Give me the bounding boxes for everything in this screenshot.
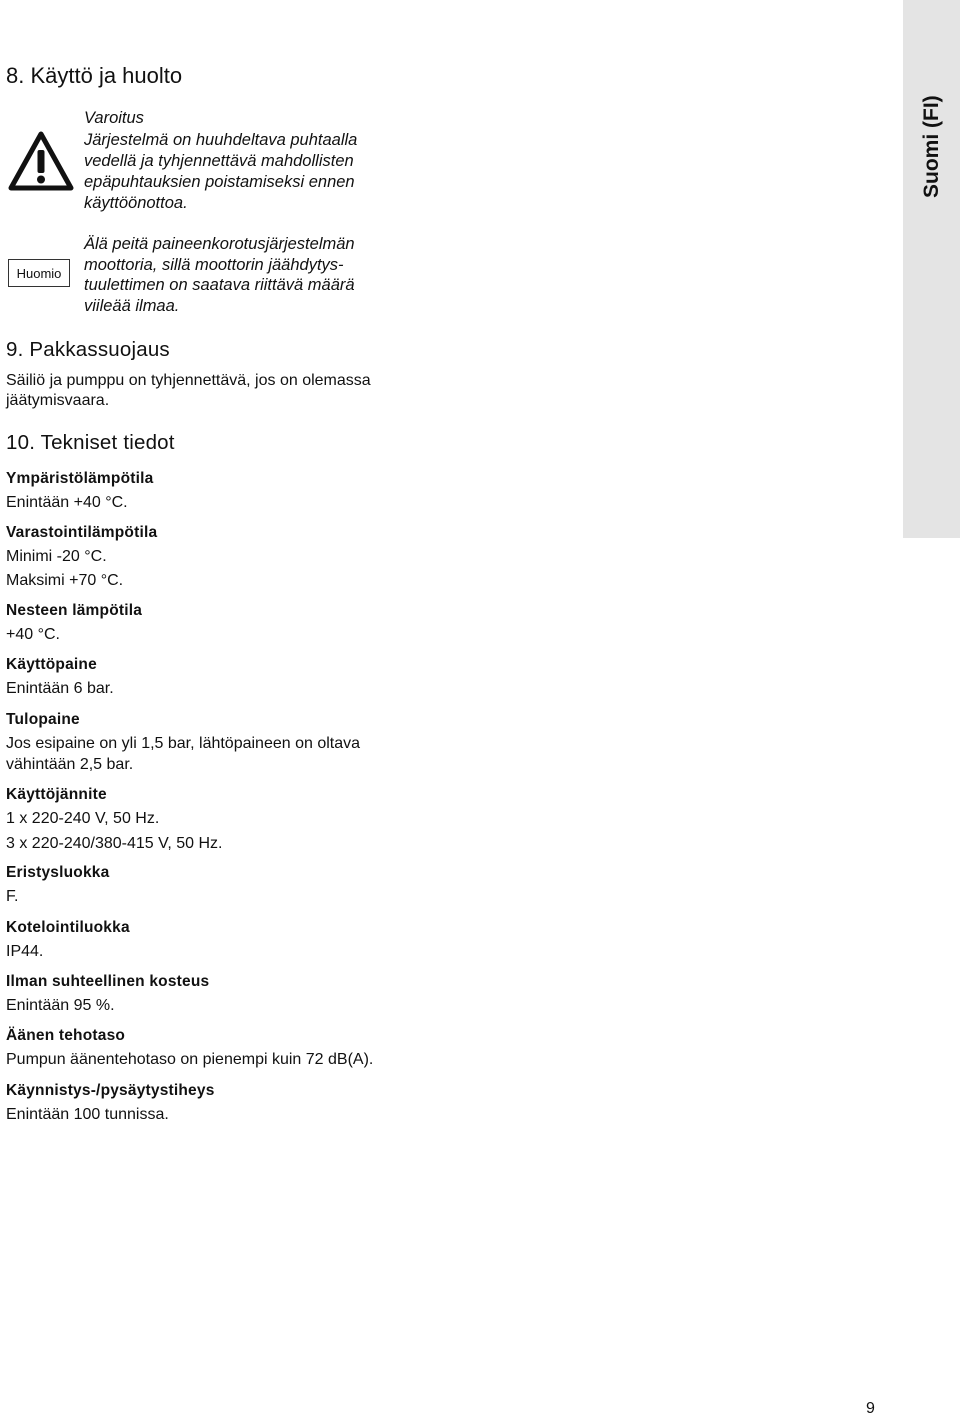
spec-value: Enintään +40 °C.: [6, 494, 128, 511]
section-9-heading: 9. Pakkassuojaus: [6, 338, 170, 361]
spec-value: Jos esipaine on yli 1,5 bar, lähtöpaineen on oltava: [6, 735, 361, 752]
spec-label: Ilman suhteellinen kosteus: [6, 973, 210, 990]
notice-badge: Huomio: [8, 259, 70, 287]
notice-block: [84, 234, 414, 316]
spec-label: Kotelointiluokka: [6, 919, 130, 936]
notice-line: Älä peitä paineenkorotusjärjestelmän: [84, 235, 355, 253]
spec-start-stop-frequency: [6, 1082, 446, 1126]
page-number: 9: [866, 1400, 875, 1417]
spec-operating-pressure: [6, 656, 446, 700]
warning-line: Järjestelmä on huuhdeltava puhtaalla: [84, 131, 358, 149]
spec-value: IP44.: [6, 943, 44, 960]
spec-value: +40 °C.: [6, 626, 60, 643]
spec-value: Enintään 95 %.: [6, 997, 115, 1014]
spec-storage-temperature: [6, 524, 446, 591]
spec-value: Minimi -20 °C.: [6, 548, 107, 565]
warning-triangle-icon: [8, 131, 74, 191]
warning-line: epäpuhtauksien poistamiseksi ennen: [84, 173, 355, 191]
spec-enclosure-class: [6, 919, 446, 963]
spec-ambient-temperature: [6, 470, 446, 514]
spec-sound-power-level: [6, 1027, 446, 1071]
text-line: jäätymisvaara.: [6, 392, 110, 409]
spec-value: Enintään 100 tunnissa.: [6, 1106, 169, 1123]
spec-value: vähintään 2,5 bar.: [6, 755, 134, 773]
language-tab-label: Suomi (FI): [919, 95, 943, 198]
spec-relative-humidity: [6, 973, 446, 1017]
spec-supply-voltage: [6, 786, 446, 854]
warning-block: [84, 108, 357, 214]
notice-line: moottoria, sillä moottorin jäähdytys-: [84, 255, 344, 274]
spec-value: 1 x 220-240 V, 50 Hz.: [6, 810, 160, 827]
section-9-text: [6, 371, 426, 411]
spec-value: Maksimi +70 °C.: [6, 571, 124, 589]
spec-label: Käynnistys-/pysäytystiheys: [6, 1082, 215, 1099]
spec-liquid-temperature: [6, 602, 446, 646]
notice-line: viileää ilmaa.: [84, 296, 180, 315]
spec-label: Varastointilämpötila: [6, 524, 158, 541]
spec-label: Käyttöjännite: [6, 786, 107, 803]
spec-label: Äänen tehotaso: [6, 1027, 126, 1044]
spec-label: Tulopaine: [6, 711, 80, 728]
spec-label: Nesteen lämpötila: [6, 602, 143, 619]
spec-label: Eristysluokka: [6, 864, 110, 881]
text-line: Säiliö ja pumppu on tyhjennettävä, jos on olemassa: [6, 372, 371, 389]
notice-line: tuulettimen on saatava riittävä määrä: [84, 276, 355, 294]
warning-line: vedellä ja tyhjennettävä mahdollisten: [84, 152, 354, 170]
language-tab: [903, 0, 960, 538]
spec-label: Käyttöpaine: [6, 656, 97, 673]
warning-line: käyttöönottoa.: [84, 194, 188, 212]
section-8-heading: 8. Käyttö ja huolto: [6, 63, 183, 88]
section-10-heading: 10. Tekniset tiedot: [6, 431, 175, 454]
spec-inlet-pressure: [6, 711, 446, 775]
spec-value: F.: [6, 888, 19, 905]
spec-insulation-class: [6, 864, 446, 908]
spec-label: Ympäristölämpötila: [6, 470, 154, 487]
spec-value: 3 x 220-240/380-415 V, 50 Hz.: [6, 834, 223, 852]
spec-value: Pumpun äänentehotaso on pienempi kuin 72 dB(A).: [6, 1051, 374, 1068]
spec-value: Enintään 6 bar.: [6, 680, 114, 697]
warning-title: Varoitus: [84, 109, 144, 127]
